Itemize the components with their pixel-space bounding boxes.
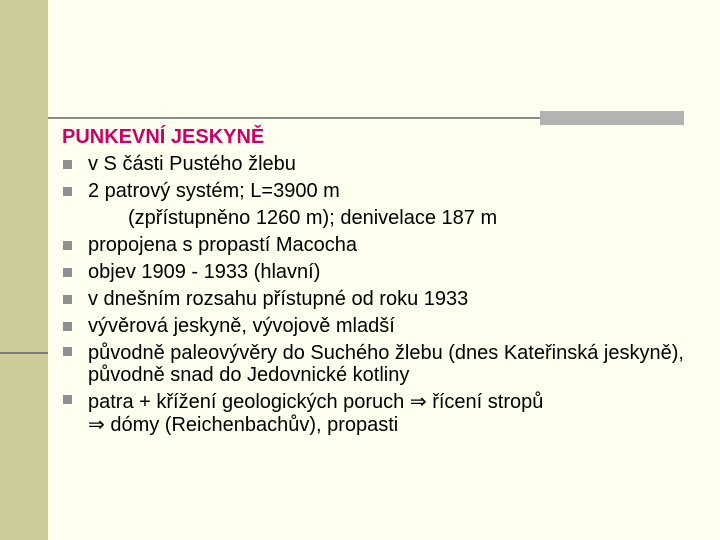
bullet-text: původně paleovývěry do Suchého žlebu (dnes Kateřinská jeskyně), původně snad do Jedovnické kotliny <box>88 342 684 386</box>
bullet-item <box>62 259 702 286</box>
implies-arrow-icon: ⇒ <box>88 412 105 436</box>
slide-title: PUNKEVNÍ JESKYNĚ <box>62 126 265 148</box>
bullet-text: patra + křížení geologických poruch <box>88 391 405 413</box>
divider-accent-block <box>540 111 684 125</box>
sidebar-divider-line <box>0 352 48 354</box>
bullet-item <box>62 178 702 205</box>
square-bullet-icon <box>63 241 72 250</box>
bullet-text: v dnešním rozsahu přístupné od roku 1933 <box>88 288 469 310</box>
bullet-item <box>62 388 702 438</box>
bullet-text: vývěrová jeskyně, vývojově mladší <box>88 315 395 337</box>
square-bullet-icon <box>63 347 72 356</box>
bullet-item <box>62 286 702 313</box>
implies-arrow-icon: ⇒ <box>409 389 427 413</box>
bullet-item <box>62 232 702 259</box>
bullet-text: objev 1909 - 1933 (hlavní) <box>88 261 321 283</box>
bullet-item <box>62 340 702 388</box>
square-bullet-icon <box>63 187 72 196</box>
bullet-text: 2 patrový systém; L=3900 m <box>88 180 340 202</box>
bullet-item <box>62 151 702 178</box>
square-bullet-icon <box>63 160 72 169</box>
square-bullet-icon <box>63 395 72 404</box>
left-sidebar-stripe <box>0 0 48 540</box>
square-bullet-icon <box>63 295 72 304</box>
bullet-item <box>62 313 702 340</box>
bullet-text: dómy (Reichenbachův), propasti <box>110 414 399 436</box>
square-bullet-icon <box>63 268 72 277</box>
square-bullet-icon <box>63 322 72 331</box>
bullet-text: propojena s propastí Macocha <box>88 234 358 256</box>
slide-content <box>62 124 702 438</box>
bullet-continuation: (zpřístupněno 1260 m); denivelace 187 m <box>128 207 498 229</box>
bullet-text: v S části Pustého žlebu <box>88 153 296 175</box>
bullet-text: řícení stropů <box>432 391 544 413</box>
